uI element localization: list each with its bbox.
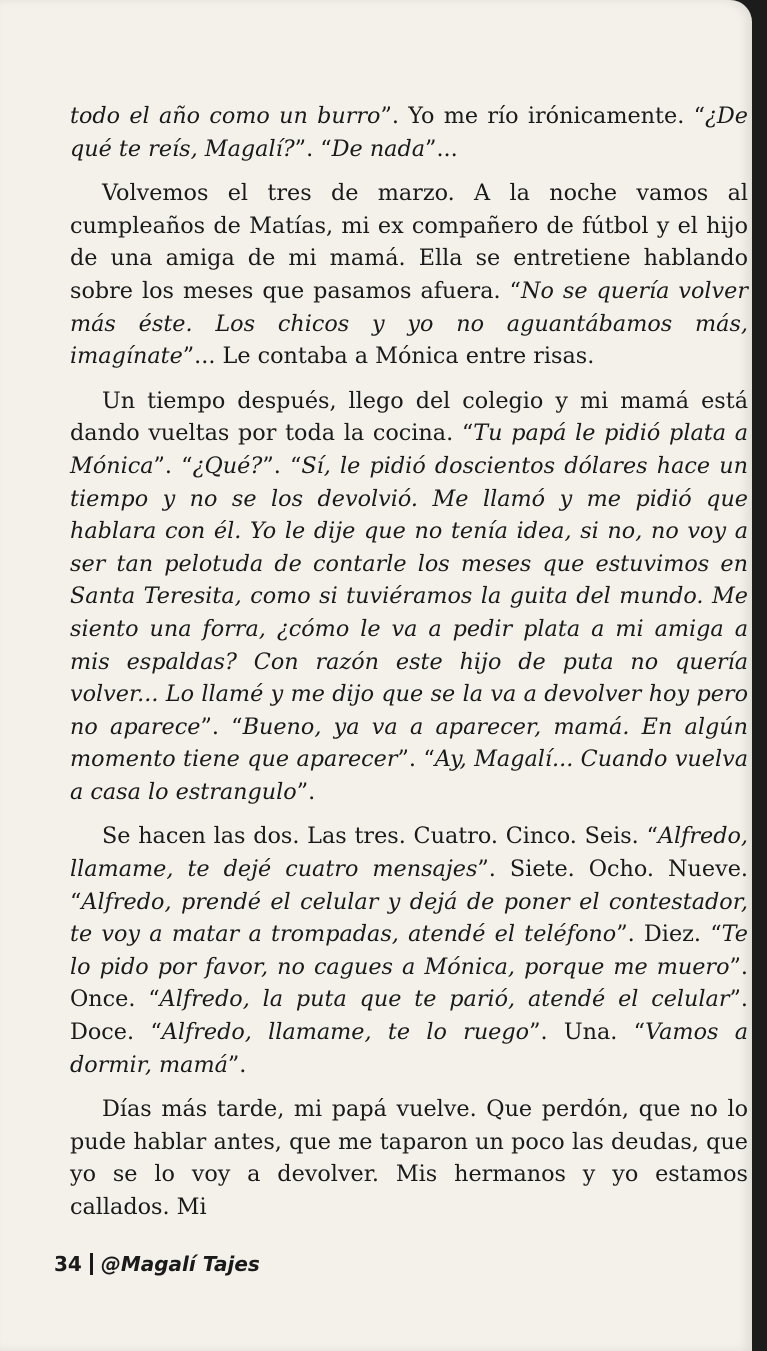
italic-run: Alfredo, llamame, te lo ruego: [161, 1019, 530, 1046]
italic-run: Alfredo, la puta que te parió, atendé el celular: [159, 986, 730, 1013]
italic-run: No se quería volver más éste. Los chicos y yo no aguantábamos más, imagínate: [70, 277, 748, 370]
text-run: ”. “: [397, 746, 435, 773]
paragraph: [70, 385, 748, 809]
text-run: ”. “: [262, 452, 302, 479]
page-number: 34: [54, 1252, 82, 1276]
italic-run: Tu papá le pidió plata a Mónica: [70, 420, 749, 479]
italic-run: ¿De qué te reís, Magalí?: [70, 103, 748, 162]
text-run: ”. Once. “: [70, 953, 748, 1013]
italic-run: Alfredo, prendé el celular y dejá de poner el contestador, te voy a matar a trompadas, atendé el teléfono: [70, 888, 748, 948]
italic-run: Sí, le pidió doscientos dólares hace un tiempo y no se los devolvió. Me llamó y me pidió que hablara con él. Yo le dije que no tenía idea, si no, no voy a ser tan pelotuda de contarle los meses que estuvimos en Santa Teresita, como si tuviéramos la guita del mundo. Me siento una forra, ¿cómo le va a pedir plata a mi amiga a mis espaldas? Con razón este hijo de puta no quería volver... Lo llamé y me dijo que se la va a devolver hoy pero no aparece: [70, 452, 748, 740]
italic-run: Te lo pido por favor, no cagues a Mónica, porque me muero: [70, 921, 748, 980]
page-footer: [54, 1252, 260, 1276]
text-run: ”.: [227, 1051, 247, 1078]
text-run: Volvemos el tres de marzo. A la noche vamos al cumpleaños de Matías, mi ex compañero de fútbol y el hijo de una amiga de mi mamá. Ella se entretiene hablando sobre los meses que pasamos afuera. “: [70, 180, 748, 304]
text-run: ”. Siete. Ocho. Nueve. “: [70, 856, 748, 915]
italic-run: Alfredo, llamame, te dejé cuatro mensajes: [70, 823, 748, 883]
author-handle: @Magalí Tajes: [100, 1252, 260, 1276]
italic-run: Ay, Magalí... Cuando vuelva a casa lo estrangulo: [70, 746, 748, 805]
paragraph: [70, 820, 748, 1081]
italic-run: Bueno, ya va a aparecer, mamá. En algún momento tiene que aparecer: [70, 713, 748, 773]
text-run: ”. “: [153, 452, 193, 479]
text-run: ”. Diez. “: [616, 921, 722, 948]
text-run: ”. Doce. “: [70, 986, 748, 1046]
text-run: ”. Una. “: [529, 1019, 646, 1046]
italic-run: Vamos a dormir, mamá: [70, 1019, 749, 1078]
text-run: Se hacen las dos. Las tres. Cuatro. Cinco. Seis. “: [102, 823, 658, 850]
page-body-text: [70, 100, 748, 1224]
text-run: Días más tarde, mi papá vuelve. Que perdón, que no lo pude hablar antes, que me taparon un poco las deudas, que yo se lo voy a devolver. Mis hermanos y yo estamos callados. Mi: [70, 1096, 748, 1220]
text-run: ”. “: [200, 713, 243, 740]
text-run: ”...: [425, 135, 458, 162]
italic-run: De nada: [331, 135, 426, 162]
text-run: Un tiempo después, llego del colegio y mi mamá está dando vueltas por toda la cocina. “: [70, 387, 748, 447]
italic-run: ¿Qué?: [192, 452, 263, 479]
paragraph: [70, 1093, 748, 1223]
paragraph: [70, 100, 748, 165]
footer-divider: [90, 1253, 93, 1275]
text-run: ”... Le contaba a Mónica entre risas.: [182, 343, 595, 370]
paragraph: [70, 177, 748, 373]
text-run: ”. “: [294, 135, 332, 162]
text-run: ”.: [296, 778, 316, 805]
italic-run: todo el año como un burro: [70, 103, 381, 129]
text-run: ”. Yo me río irónicamente. “: [380, 103, 705, 129]
